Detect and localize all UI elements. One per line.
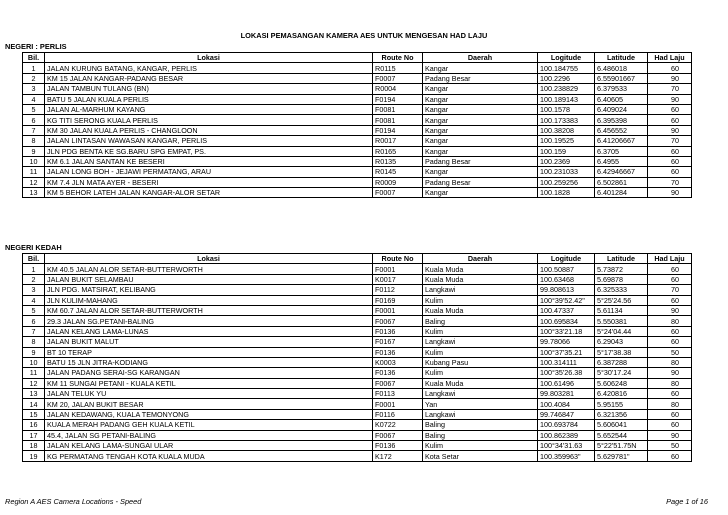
cell-latitude: 5.606041 <box>595 420 648 430</box>
cell-daerah: Kuala Muda <box>423 264 538 274</box>
cell-bil: 4 <box>23 295 45 305</box>
cell-daerah: Padang Besar <box>423 156 538 166</box>
table-row <box>23 357 692 367</box>
cell-had-laju: 50 <box>648 347 692 357</box>
cell-had-laju: 90 <box>648 368 692 378</box>
cell-latitude: 5°24'04.44 <box>595 326 648 336</box>
cell-latitude: 5°30'17.24 <box>595 368 648 378</box>
cell-bil: 3 <box>23 285 45 295</box>
cell-route-no: F0081 <box>373 115 423 125</box>
cell-latitude: 5°25'24.56 <box>595 295 648 305</box>
cell-had-laju: 60 <box>648 146 692 156</box>
cell-longitude: 100.695834 <box>538 316 595 326</box>
cell-had-laju: 60 <box>648 326 692 336</box>
table-row <box>23 125 692 135</box>
cell-longitude: 100.2296 <box>538 73 595 83</box>
table-row <box>23 285 692 295</box>
cell-route-no: K0003 <box>373 357 423 367</box>
cell-had-laju: 60 <box>648 295 692 305</box>
cell-lokasi: 29.3 JALAN SG.PETANI-BALING <box>45 316 373 326</box>
cell-route-no: F0113 <box>373 389 423 399</box>
cell-route-no: F0067 <box>373 316 423 326</box>
cell-lokasi: JALAN KELANG LAMA-SUNGAI ULAR <box>45 441 373 451</box>
cell-lokasi: BATU 15 JLN JITRA-KODIANG <box>45 357 373 367</box>
cell-route-no: F0001 <box>373 399 423 409</box>
cell-latitude: 6.321356 <box>595 409 648 419</box>
cell-daerah: Kangar <box>423 84 538 94</box>
column-header-daerah: Daerah <box>423 254 538 264</box>
section-label-kedah: NEGERI KEDAH <box>5 243 62 252</box>
cell-bil: 13 <box>23 389 45 399</box>
cell-daerah: Langkawi <box>423 285 538 295</box>
cell-latitude: 6.55901667 <box>595 73 648 83</box>
cell-longitude: 99.746847 <box>538 409 595 419</box>
table-row <box>23 94 692 104</box>
cell-lokasi: 45.4, JALAN SG PETANI-BALING <box>45 430 373 440</box>
cell-route-no: F0067 <box>373 430 423 440</box>
document-title: LOKASI PEMASANGAN KAMERA AES UNTUK MENGESAN HAD LAJU <box>240 31 488 40</box>
cell-had-laju: 90 <box>648 94 692 104</box>
footer-page-number: Page 1 of 16 <box>666 497 708 506</box>
cell-lokasi: KG PERMATANG TENGAH KOTA KUALA MUDA <box>45 451 373 461</box>
table-row <box>23 274 692 284</box>
cell-latitude: 6.486018 <box>595 63 648 73</box>
cell-bil: 8 <box>23 337 45 347</box>
cell-daerah: Kuala Muda <box>423 305 538 315</box>
cell-lokasi: KM 15 JALAN KANGAR-PADANG BESAR <box>45 73 373 83</box>
cell-longitude: 100.862389 <box>538 430 595 440</box>
cell-had-laju: 80 <box>648 357 692 367</box>
cell-daerah: Padang Besar <box>423 177 538 187</box>
cell-bil: 11 <box>23 167 45 177</box>
cell-longitude: 100.259256 <box>538 177 595 187</box>
cell-route-no: F0067 <box>373 378 423 388</box>
cell-route-no: F0194 <box>373 125 423 135</box>
cell-longitude: 100.359963" <box>538 451 595 461</box>
cell-daerah: Kuala Muda <box>423 274 538 284</box>
cell-daerah: Kulim <box>423 295 538 305</box>
cell-bil: 6 <box>23 115 45 125</box>
cell-bil: 12 <box>23 177 45 187</box>
column-header-bil: Bil. <box>23 53 45 63</box>
cell-daerah: Baling <box>423 430 538 440</box>
cell-latitude: 5°22'51.75N <box>595 441 648 451</box>
table-row <box>23 326 692 336</box>
cell-route-no: F0136 <box>373 368 423 378</box>
cell-lokasi: JALAN AL-MARHUM KAYANG <box>45 104 373 114</box>
cell-longitude: 100.1828 <box>538 188 595 198</box>
cell-had-laju: 60 <box>648 337 692 347</box>
table-header-row <box>23 254 692 264</box>
cell-daerah: Kulim <box>423 368 538 378</box>
table-row <box>23 389 692 399</box>
cell-latitude: 6.456552 <box>595 125 648 135</box>
cell-bil: 10 <box>23 357 45 367</box>
cell-longitude: 100.2369 <box>538 156 595 166</box>
cell-had-laju: 60 <box>648 104 692 114</box>
cell-lokasi: KM 7.4 JLN MATA AYER - BESERI <box>45 177 373 187</box>
cell-daerah: Kuala Muda <box>423 378 538 388</box>
table-row <box>23 430 692 440</box>
table-row <box>23 305 692 315</box>
table-row <box>23 136 692 146</box>
cell-lokasi: BATU 5 JALAN KUALA PERLIS <box>45 94 373 104</box>
table-row <box>23 451 692 461</box>
table-row <box>23 264 692 274</box>
cell-lokasi: JALAN TAMBUN TULANG (BN) <box>45 84 373 94</box>
cell-longitude: 100.184755 <box>538 63 595 73</box>
cell-lokasi: KM 6.1 JALAN SANTAN KE BESERI <box>45 156 373 166</box>
cell-latitude: 6.40605 <box>595 94 648 104</box>
perlis-camera-table <box>22 52 692 198</box>
cell-bil: 12 <box>23 378 45 388</box>
cell-latitude: 6.41206667 <box>595 136 648 146</box>
cell-bil: 17 <box>23 430 45 440</box>
cell-bil: 7 <box>23 326 45 336</box>
cell-latitude: 6.502861 <box>595 177 648 187</box>
cell-route-no: F0081 <box>373 104 423 114</box>
cell-had-laju: 70 <box>648 84 692 94</box>
cell-had-laju: 80 <box>648 378 692 388</box>
cell-route-no: F0112 <box>373 285 423 295</box>
cell-longitude: 100.19525 <box>538 136 595 146</box>
cell-had-laju: 80 <box>648 399 692 409</box>
cell-longitude: 100.47337 <box>538 305 595 315</box>
column-header-route-no: Route No <box>373 53 423 63</box>
cell-longitude: 100.4084 <box>538 399 595 409</box>
cell-bil: 18 <box>23 441 45 451</box>
cell-latitude: 5.606248 <box>595 378 648 388</box>
cell-bil: 7 <box>23 125 45 135</box>
cell-lokasi: JLN PDG BENTA KE SG.BARU SPG EMPAT, PS. <box>45 146 373 156</box>
cell-bil: 15 <box>23 409 45 419</box>
cell-lokasi: JLN PDG. MATSIRAT, KELIBANG <box>45 285 373 295</box>
table-row <box>23 156 692 166</box>
cell-daerah: Yan <box>423 399 538 409</box>
cell-lokasi: JALAN PADANG SERAI-SG KARANGAN <box>45 368 373 378</box>
cell-latitude: 6.401284 <box>595 188 648 198</box>
table-header-row <box>23 53 692 63</box>
cell-route-no: F0194 <box>373 94 423 104</box>
cell-longitude: 100.1578 <box>538 104 595 114</box>
cell-latitude: 6.3705 <box>595 146 648 156</box>
table-row <box>23 73 692 83</box>
cell-daerah: Kangar <box>423 167 538 177</box>
cell-latitude: 5.652544 <box>595 430 648 440</box>
cell-daerah: Kulim <box>423 326 538 336</box>
cell-daerah: Kangar <box>423 63 538 73</box>
column-header-longitude: Logitude <box>538 254 595 264</box>
cell-longitude: 100.61496 <box>538 378 595 388</box>
cell-latitude: 6.4955 <box>595 156 648 166</box>
cell-route-no: R0145 <box>373 167 423 177</box>
cell-daerah: Kulim <box>423 441 538 451</box>
cell-daerah: Kangar <box>423 94 538 104</box>
cell-bil: 2 <box>23 73 45 83</box>
cell-latitude: 5°17'38.38 <box>595 347 648 357</box>
cell-bil: 14 <box>23 399 45 409</box>
cell-lokasi: JALAN BUKIT MALUT <box>45 337 373 347</box>
cell-bil: 5 <box>23 104 45 114</box>
table-row <box>23 188 692 198</box>
cell-bil: 4 <box>23 94 45 104</box>
cell-daerah: Kota Setar <box>423 451 538 461</box>
cell-bil: 1 <box>23 63 45 73</box>
table-row <box>23 84 692 94</box>
cell-lokasi: JALAN KEDAWANG, KUALA TEMONYONG <box>45 409 373 419</box>
cell-lokasi: KM 30 JALAN KUALA PERLIS - CHANGLOON <box>45 125 373 135</box>
table-row <box>23 399 692 409</box>
cell-daerah: Kangar <box>423 146 538 156</box>
cell-bil: 1 <box>23 264 45 274</box>
cell-daerah: Baling <box>423 420 538 430</box>
cell-latitude: 6.420816 <box>595 389 648 399</box>
cell-had-laju: 90 <box>648 305 692 315</box>
cell-lokasi: KG TITI SERONG KUALA PERLIS <box>45 115 373 125</box>
cell-route-no: R0135 <box>373 156 423 166</box>
cell-lokasi: KUALA MERAH PADANG GEH KUALA KETIL <box>45 420 373 430</box>
column-header-lokasi: Lokasi <box>45 53 373 63</box>
column-header-had-laju: Had Laju <box>648 254 692 264</box>
section-label-perlis: NEGERI : PERLIS <box>5 42 67 51</box>
column-header-bil: Bil. <box>23 254 45 264</box>
cell-route-no: R0115 <box>373 63 423 73</box>
cell-bil: 8 <box>23 136 45 146</box>
cell-route-no: F0136 <box>373 441 423 451</box>
cell-latitude: 5.550381 <box>595 316 648 326</box>
cell-latitude: 5.73872 <box>595 264 648 274</box>
table-row <box>23 420 692 430</box>
cell-route-no: R0004 <box>373 84 423 94</box>
cell-had-laju: 90 <box>648 73 692 83</box>
cell-route-no: R0017 <box>373 136 423 146</box>
cell-longitude: 100.173383 <box>538 115 595 125</box>
cell-longitude: 99.78066 <box>538 337 595 347</box>
cell-latitude: 5.629781" <box>595 451 648 461</box>
cell-latitude: 5.61134 <box>595 305 648 315</box>
cell-had-laju: 90 <box>648 188 692 198</box>
cell-lokasi: KM 5 BEHOR LATEH JALAN KANGAR-ALOR SETAR <box>45 188 373 198</box>
cell-had-laju: 70 <box>648 285 692 295</box>
cell-longitude: 100.159 <box>538 146 595 156</box>
cell-daerah: Kulim <box>423 347 538 357</box>
cell-route-no: K0722 <box>373 420 423 430</box>
column-header-route-no: Route No <box>373 254 423 264</box>
cell-had-laju: 90 <box>648 125 692 135</box>
cell-had-laju: 60 <box>648 264 692 274</box>
table-row <box>23 63 692 73</box>
cell-longitude: 100°37'35.21 <box>538 347 595 357</box>
cell-longitude: 100.231033 <box>538 167 595 177</box>
table-row <box>23 347 692 357</box>
cell-had-laju: 90 <box>648 430 692 440</box>
cell-bil: 13 <box>23 188 45 198</box>
cell-bil: 2 <box>23 274 45 284</box>
cell-route-no: F0007 <box>373 73 423 83</box>
cell-longitude: 99.808613 <box>538 285 595 295</box>
cell-had-laju: 50 <box>648 441 692 451</box>
cell-route-no: R0009 <box>373 177 423 187</box>
footer-region-label: Region A AES Camera Locations - Speed <box>5 497 142 506</box>
cell-bil: 19 <box>23 451 45 461</box>
cell-lokasi: JALAN KURUNG BATANG, KANGAR, PERLIS <box>45 63 373 73</box>
cell-longitude: 100°33'21.18 <box>538 326 595 336</box>
column-header-had-laju: Had Laju <box>648 53 692 63</box>
cell-longitude: 100.189143 <box>538 94 595 104</box>
cell-lokasi: KM 40.5 JALAN ALOR SETAR-BUTTERWORTH <box>45 264 373 274</box>
table-row <box>23 441 692 451</box>
table-row <box>23 378 692 388</box>
cell-had-laju: 60 <box>648 167 692 177</box>
cell-route-no: R0165 <box>373 146 423 156</box>
cell-longitude: 100.238829 <box>538 84 595 94</box>
cell-route-no: F0001 <box>373 264 423 274</box>
cell-latitude: 6.325333 <box>595 285 648 295</box>
cell-daerah: Kangar <box>423 188 538 198</box>
cell-longitude: 100.38208 <box>538 125 595 135</box>
cell-route-no: F0167 <box>373 337 423 347</box>
cell-longitude: 99.803281 <box>538 389 595 399</box>
table-row <box>23 104 692 114</box>
table-row <box>23 146 692 156</box>
cell-daerah: Kangar <box>423 136 538 146</box>
cell-lokasi: JALAN TELUK YU <box>45 389 373 399</box>
cell-had-laju: 60 <box>648 451 692 461</box>
cell-lokasi: JALAN LINTASAN WAWASAN KANGAR, PERLIS <box>45 136 373 146</box>
cell-had-laju: 60 <box>648 409 692 419</box>
cell-daerah: Padang Besar <box>423 73 538 83</box>
cell-lokasi: KM 11 SUNGAI PETANI - KUALA KETIL <box>45 378 373 388</box>
table-row <box>23 368 692 378</box>
table-row <box>23 316 692 326</box>
cell-had-laju: 60 <box>648 274 692 284</box>
cell-longitude: 100.314111 <box>538 357 595 367</box>
cell-lokasi: KM 60.7 JALAN ALOR SETAR-BUTTERWORTH <box>45 305 373 315</box>
cell-route-no: K0017 <box>373 274 423 284</box>
cell-daerah: Langkawi <box>423 337 538 347</box>
cell-route-no: F0001 <box>373 305 423 315</box>
cell-daerah: Kangar <box>423 104 538 114</box>
cell-daerah: Kangar <box>423 125 538 135</box>
table-row <box>23 295 692 305</box>
table-row <box>23 167 692 177</box>
cell-bil: 9 <box>23 146 45 156</box>
cell-latitude: 5.69878 <box>595 274 648 284</box>
cell-lokasi: JALAN LONG BOH - JEJAWI PERMATANG, ARAU <box>45 167 373 177</box>
cell-daerah: Langkawi <box>423 389 538 399</box>
cell-latitude: 6.379533 <box>595 84 648 94</box>
column-header-longitude: Logitude <box>538 53 595 63</box>
cell-had-laju: 70 <box>648 177 692 187</box>
cell-daerah: Langkawi <box>423 409 538 419</box>
cell-latitude: 6.42946667 <box>595 167 648 177</box>
cell-lokasi: JLN KULIM-MAHANG <box>45 295 373 305</box>
column-header-lokasi: Lokasi <box>45 254 373 264</box>
cell-bil: 3 <box>23 84 45 94</box>
cell-route-no: F0116 <box>373 409 423 419</box>
cell-daerah: Kangar <box>423 115 538 125</box>
cell-bil: 6 <box>23 316 45 326</box>
cell-bil: 5 <box>23 305 45 315</box>
cell-longitude: 100°39'52.42" <box>538 295 595 305</box>
cell-lokasi: KM 20, JALAN BUKIT BESAR <box>45 399 373 409</box>
cell-lokasi: JALAN BUKIT SELAMBAU <box>45 274 373 284</box>
cell-longitude: 100.693784 <box>538 420 595 430</box>
cell-longitude: 100°34'31.63 <box>538 441 595 451</box>
cell-lokasi: BT 10 TERAP <box>45 347 373 357</box>
cell-had-laju: 80 <box>648 316 692 326</box>
cell-latitude: 5.95155 <box>595 399 648 409</box>
cell-longitude: 100.50887 <box>538 264 595 274</box>
cell-route-no: F0136 <box>373 326 423 336</box>
cell-bil: 11 <box>23 368 45 378</box>
cell-bil: 16 <box>23 420 45 430</box>
cell-had-laju: 60 <box>648 115 692 125</box>
cell-bil: 9 <box>23 347 45 357</box>
table-row <box>23 115 692 125</box>
cell-had-laju: 70 <box>648 136 692 146</box>
cell-route-no: K172 <box>373 451 423 461</box>
table-row <box>23 337 692 347</box>
cell-longitude: 100.63468 <box>538 274 595 284</box>
cell-latitude: 6.29043 <box>595 337 648 347</box>
cell-latitude: 6.395398 <box>595 115 648 125</box>
cell-had-laju: 60 <box>648 156 692 166</box>
cell-latitude: 6.387288 <box>595 357 648 367</box>
table-row <box>23 177 692 187</box>
cell-lokasi: JALAN KELANG LAMA-LUNAS <box>45 326 373 336</box>
cell-daerah: Kubang Pasu <box>423 357 538 367</box>
cell-latitude: 6.409024 <box>595 104 648 114</box>
cell-had-laju: 60 <box>648 389 692 399</box>
table-row <box>23 409 692 419</box>
kedah-camera-table <box>22 253 692 462</box>
cell-daerah: Baling <box>423 316 538 326</box>
cell-longitude: 100°35'26.38 <box>538 368 595 378</box>
column-header-daerah: Daerah <box>423 53 538 63</box>
column-header-latitude: Latitude <box>595 53 648 63</box>
cell-bil: 10 <box>23 156 45 166</box>
cell-route-no: F0169 <box>373 295 423 305</box>
column-header-latitude: Latitude <box>595 254 648 264</box>
cell-route-no: F0007 <box>373 188 423 198</box>
cell-had-laju: 60 <box>648 63 692 73</box>
cell-route-no: F0136 <box>373 347 423 357</box>
cell-had-laju: 60 <box>648 420 692 430</box>
